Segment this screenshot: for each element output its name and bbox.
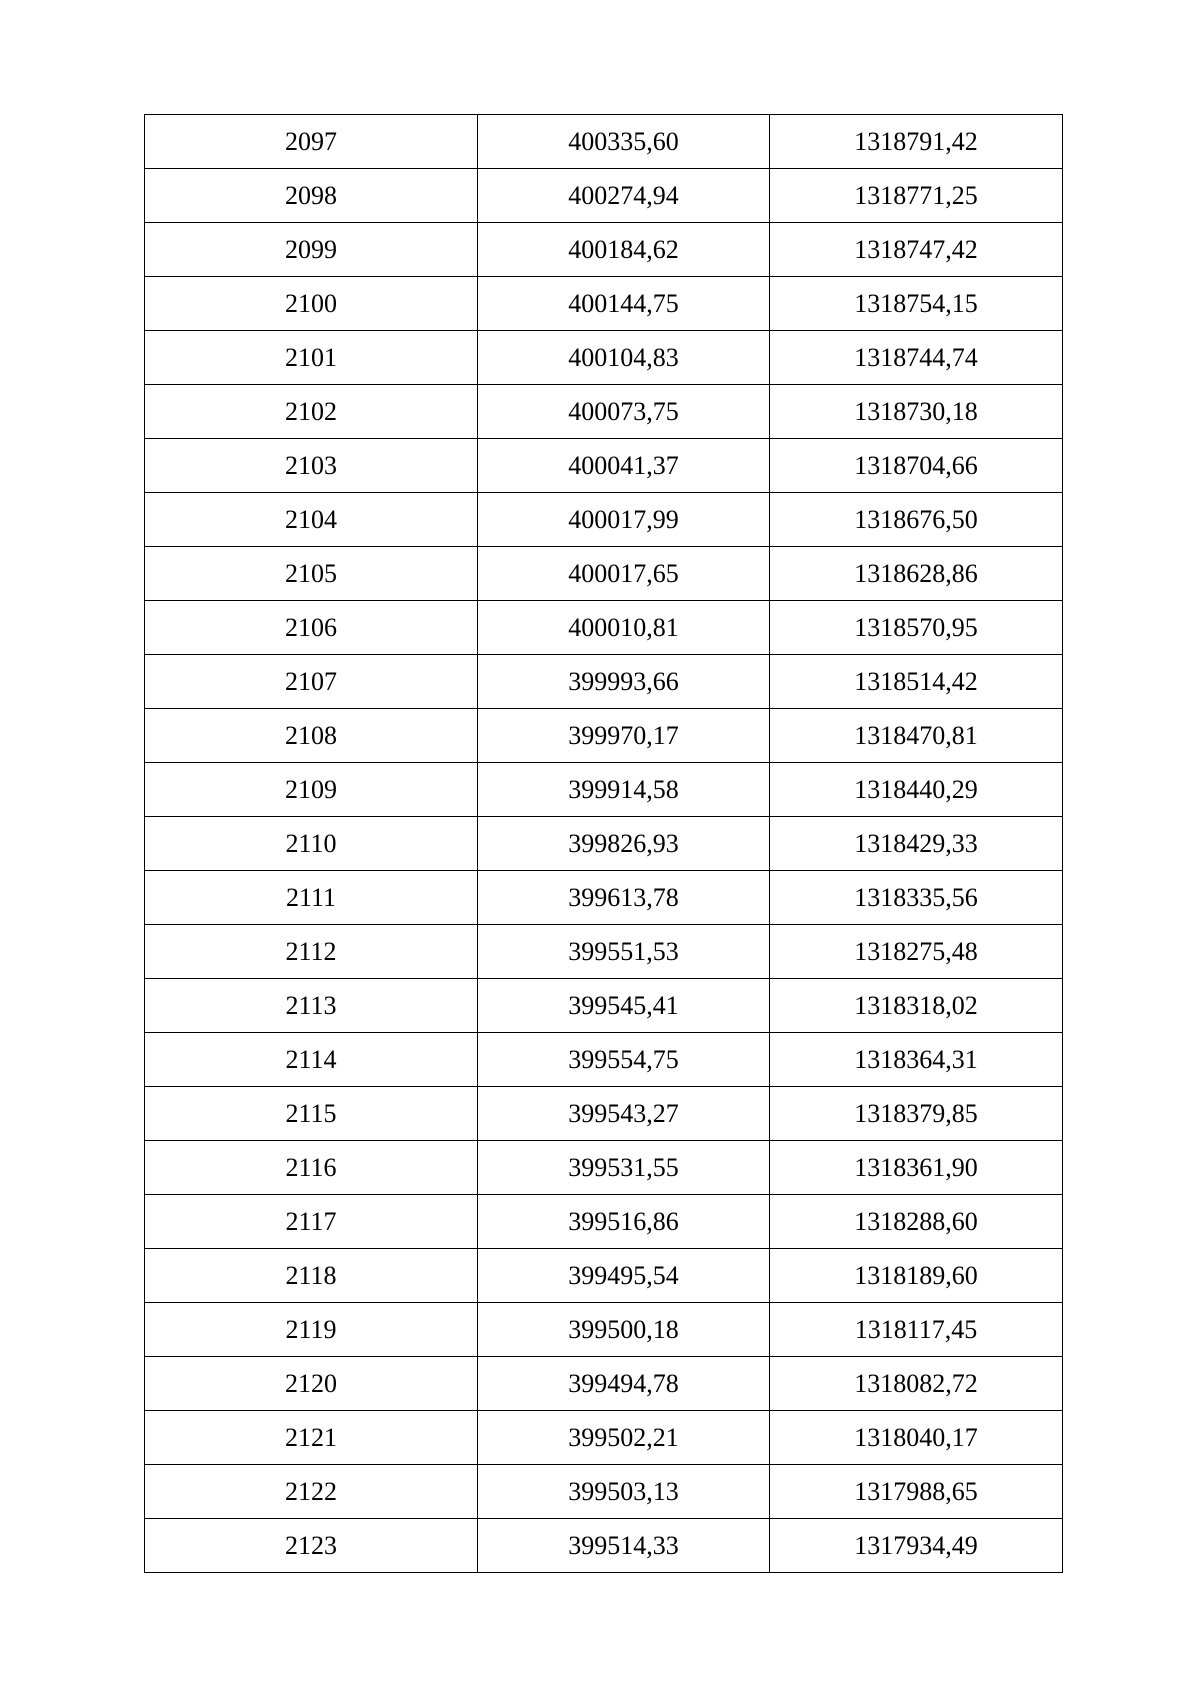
table-row <box>145 709 1063 763</box>
point-number-cell: 2113 <box>145 979 478 1033</box>
table-row <box>145 1141 1063 1195</box>
point-number-cell: 2117 <box>145 1195 478 1249</box>
point-number-cell: 2122 <box>145 1465 478 1519</box>
coordinate-y-cell: 1318570,95 <box>770 601 1063 655</box>
point-number-cell: 2107 <box>145 655 478 709</box>
table-row <box>145 1249 1063 1303</box>
point-number-cell: 2118 <box>145 1249 478 1303</box>
point-number-cell: 2110 <box>145 817 478 871</box>
point-number-cell: 2119 <box>145 1303 478 1357</box>
coordinate-x-cell: 400274,94 <box>478 169 770 223</box>
coordinate-x-cell: 400017,65 <box>478 547 770 601</box>
coordinate-x-cell: 399551,53 <box>478 925 770 979</box>
coordinate-y-cell: 1318628,86 <box>770 547 1063 601</box>
table-row <box>145 925 1063 979</box>
coordinate-x-cell: 399500,18 <box>478 1303 770 1357</box>
table-row <box>145 439 1063 493</box>
table-row <box>145 1357 1063 1411</box>
coordinate-x-cell: 399516,86 <box>478 1195 770 1249</box>
coordinate-y-cell: 1317934,49 <box>770 1519 1063 1573</box>
coordinate-x-cell: 399914,58 <box>478 763 770 817</box>
coordinate-x-cell: 400017,99 <box>478 493 770 547</box>
coordinate-x-cell: 399970,17 <box>478 709 770 763</box>
table-row <box>145 331 1063 385</box>
coordinate-y-cell: 1317988,65 <box>770 1465 1063 1519</box>
point-number-cell: 2123 <box>145 1519 478 1573</box>
coordinate-x-cell: 399545,41 <box>478 979 770 1033</box>
point-number-cell: 2102 <box>145 385 478 439</box>
coordinate-y-cell: 1318082,72 <box>770 1357 1063 1411</box>
point-number-cell: 2109 <box>145 763 478 817</box>
table-row <box>145 1303 1063 1357</box>
coordinate-x-cell: 400010,81 <box>478 601 770 655</box>
point-number-cell: 2104 <box>145 493 478 547</box>
coordinate-x-cell: 399993,66 <box>478 655 770 709</box>
point-number-cell: 2106 <box>145 601 478 655</box>
table-row <box>145 1087 1063 1141</box>
coordinate-x-cell: 399503,13 <box>478 1465 770 1519</box>
point-number-cell: 2100 <box>145 277 478 331</box>
coordinate-x-cell: 399531,55 <box>478 1141 770 1195</box>
coordinate-x-cell: 399826,93 <box>478 817 770 871</box>
table-row <box>145 277 1063 331</box>
coordinate-y-cell: 1318361,90 <box>770 1141 1063 1195</box>
coordinate-y-cell: 1318440,29 <box>770 763 1063 817</box>
coordinate-y-cell: 1318117,45 <box>770 1303 1063 1357</box>
coordinate-y-cell: 1318676,50 <box>770 493 1063 547</box>
table-row <box>145 655 1063 709</box>
coordinate-y-cell: 1318364,31 <box>770 1033 1063 1087</box>
table-row <box>145 493 1063 547</box>
table-row <box>145 763 1063 817</box>
coordinate-x-cell: 399554,75 <box>478 1033 770 1087</box>
coordinate-y-cell: 1318318,02 <box>770 979 1063 1033</box>
point-number-cell: 2105 <box>145 547 478 601</box>
table-row <box>145 979 1063 1033</box>
table-row <box>145 817 1063 871</box>
coordinate-x-cell: 399495,54 <box>478 1249 770 1303</box>
point-number-cell: 2115 <box>145 1087 478 1141</box>
point-number-cell: 2112 <box>145 925 478 979</box>
coordinate-y-cell: 1318514,42 <box>770 655 1063 709</box>
coordinate-y-cell: 1318429,33 <box>770 817 1063 871</box>
coordinate-y-cell: 1318189,60 <box>770 1249 1063 1303</box>
table-row <box>145 223 1063 277</box>
coordinates-table <box>144 114 1063 1573</box>
coordinate-y-cell: 1318275,48 <box>770 925 1063 979</box>
point-number-cell: 2099 <box>145 223 478 277</box>
coordinate-x-cell: 400073,75 <box>478 385 770 439</box>
table-row <box>145 1411 1063 1465</box>
coordinate-y-cell: 1318754,15 <box>770 277 1063 331</box>
table-row <box>145 115 1063 169</box>
coordinate-y-cell: 1318470,81 <box>770 709 1063 763</box>
coordinate-x-cell: 399502,21 <box>478 1411 770 1465</box>
point-number-cell: 2121 <box>145 1411 478 1465</box>
coordinate-x-cell: 400144,75 <box>478 277 770 331</box>
coordinate-y-cell: 1318335,56 <box>770 871 1063 925</box>
table-row <box>145 1465 1063 1519</box>
table-row <box>145 1195 1063 1249</box>
coordinate-y-cell: 1318744,74 <box>770 331 1063 385</box>
coordinate-y-cell: 1318747,42 <box>770 223 1063 277</box>
point-number-cell: 2114 <box>145 1033 478 1087</box>
table-row <box>145 1033 1063 1087</box>
point-number-cell: 2108 <box>145 709 478 763</box>
point-number-cell: 2101 <box>145 331 478 385</box>
point-number-cell: 2111 <box>145 871 478 925</box>
table-row <box>145 1519 1063 1573</box>
table-row <box>145 547 1063 601</box>
point-number-cell: 2097 <box>145 115 478 169</box>
coordinate-y-cell: 1318040,17 <box>770 1411 1063 1465</box>
coordinate-x-cell: 400041,37 <box>478 439 770 493</box>
coordinate-x-cell: 399494,78 <box>478 1357 770 1411</box>
coordinate-y-cell: 1318704,66 <box>770 439 1063 493</box>
coordinate-x-cell: 399613,78 <box>478 871 770 925</box>
coordinate-y-cell: 1318379,85 <box>770 1087 1063 1141</box>
table-row <box>145 169 1063 223</box>
table-row <box>145 871 1063 925</box>
coordinate-x-cell: 399514,33 <box>478 1519 770 1573</box>
coordinate-y-cell: 1318730,18 <box>770 385 1063 439</box>
point-number-cell: 2116 <box>145 1141 478 1195</box>
coordinate-x-cell: 400335,60 <box>478 115 770 169</box>
point-number-cell: 2103 <box>145 439 478 493</box>
coordinates-table-body <box>145 115 1063 1573</box>
table-row <box>145 385 1063 439</box>
coordinate-y-cell: 1318288,60 <box>770 1195 1063 1249</box>
coordinate-x-cell: 400104,83 <box>478 331 770 385</box>
coordinate-y-cell: 1318791,42 <box>770 115 1063 169</box>
table-row <box>145 601 1063 655</box>
point-number-cell: 2098 <box>145 169 478 223</box>
coordinate-x-cell: 400184,62 <box>478 223 770 277</box>
coordinate-x-cell: 399543,27 <box>478 1087 770 1141</box>
point-number-cell: 2120 <box>145 1357 478 1411</box>
coordinate-y-cell: 1318771,25 <box>770 169 1063 223</box>
